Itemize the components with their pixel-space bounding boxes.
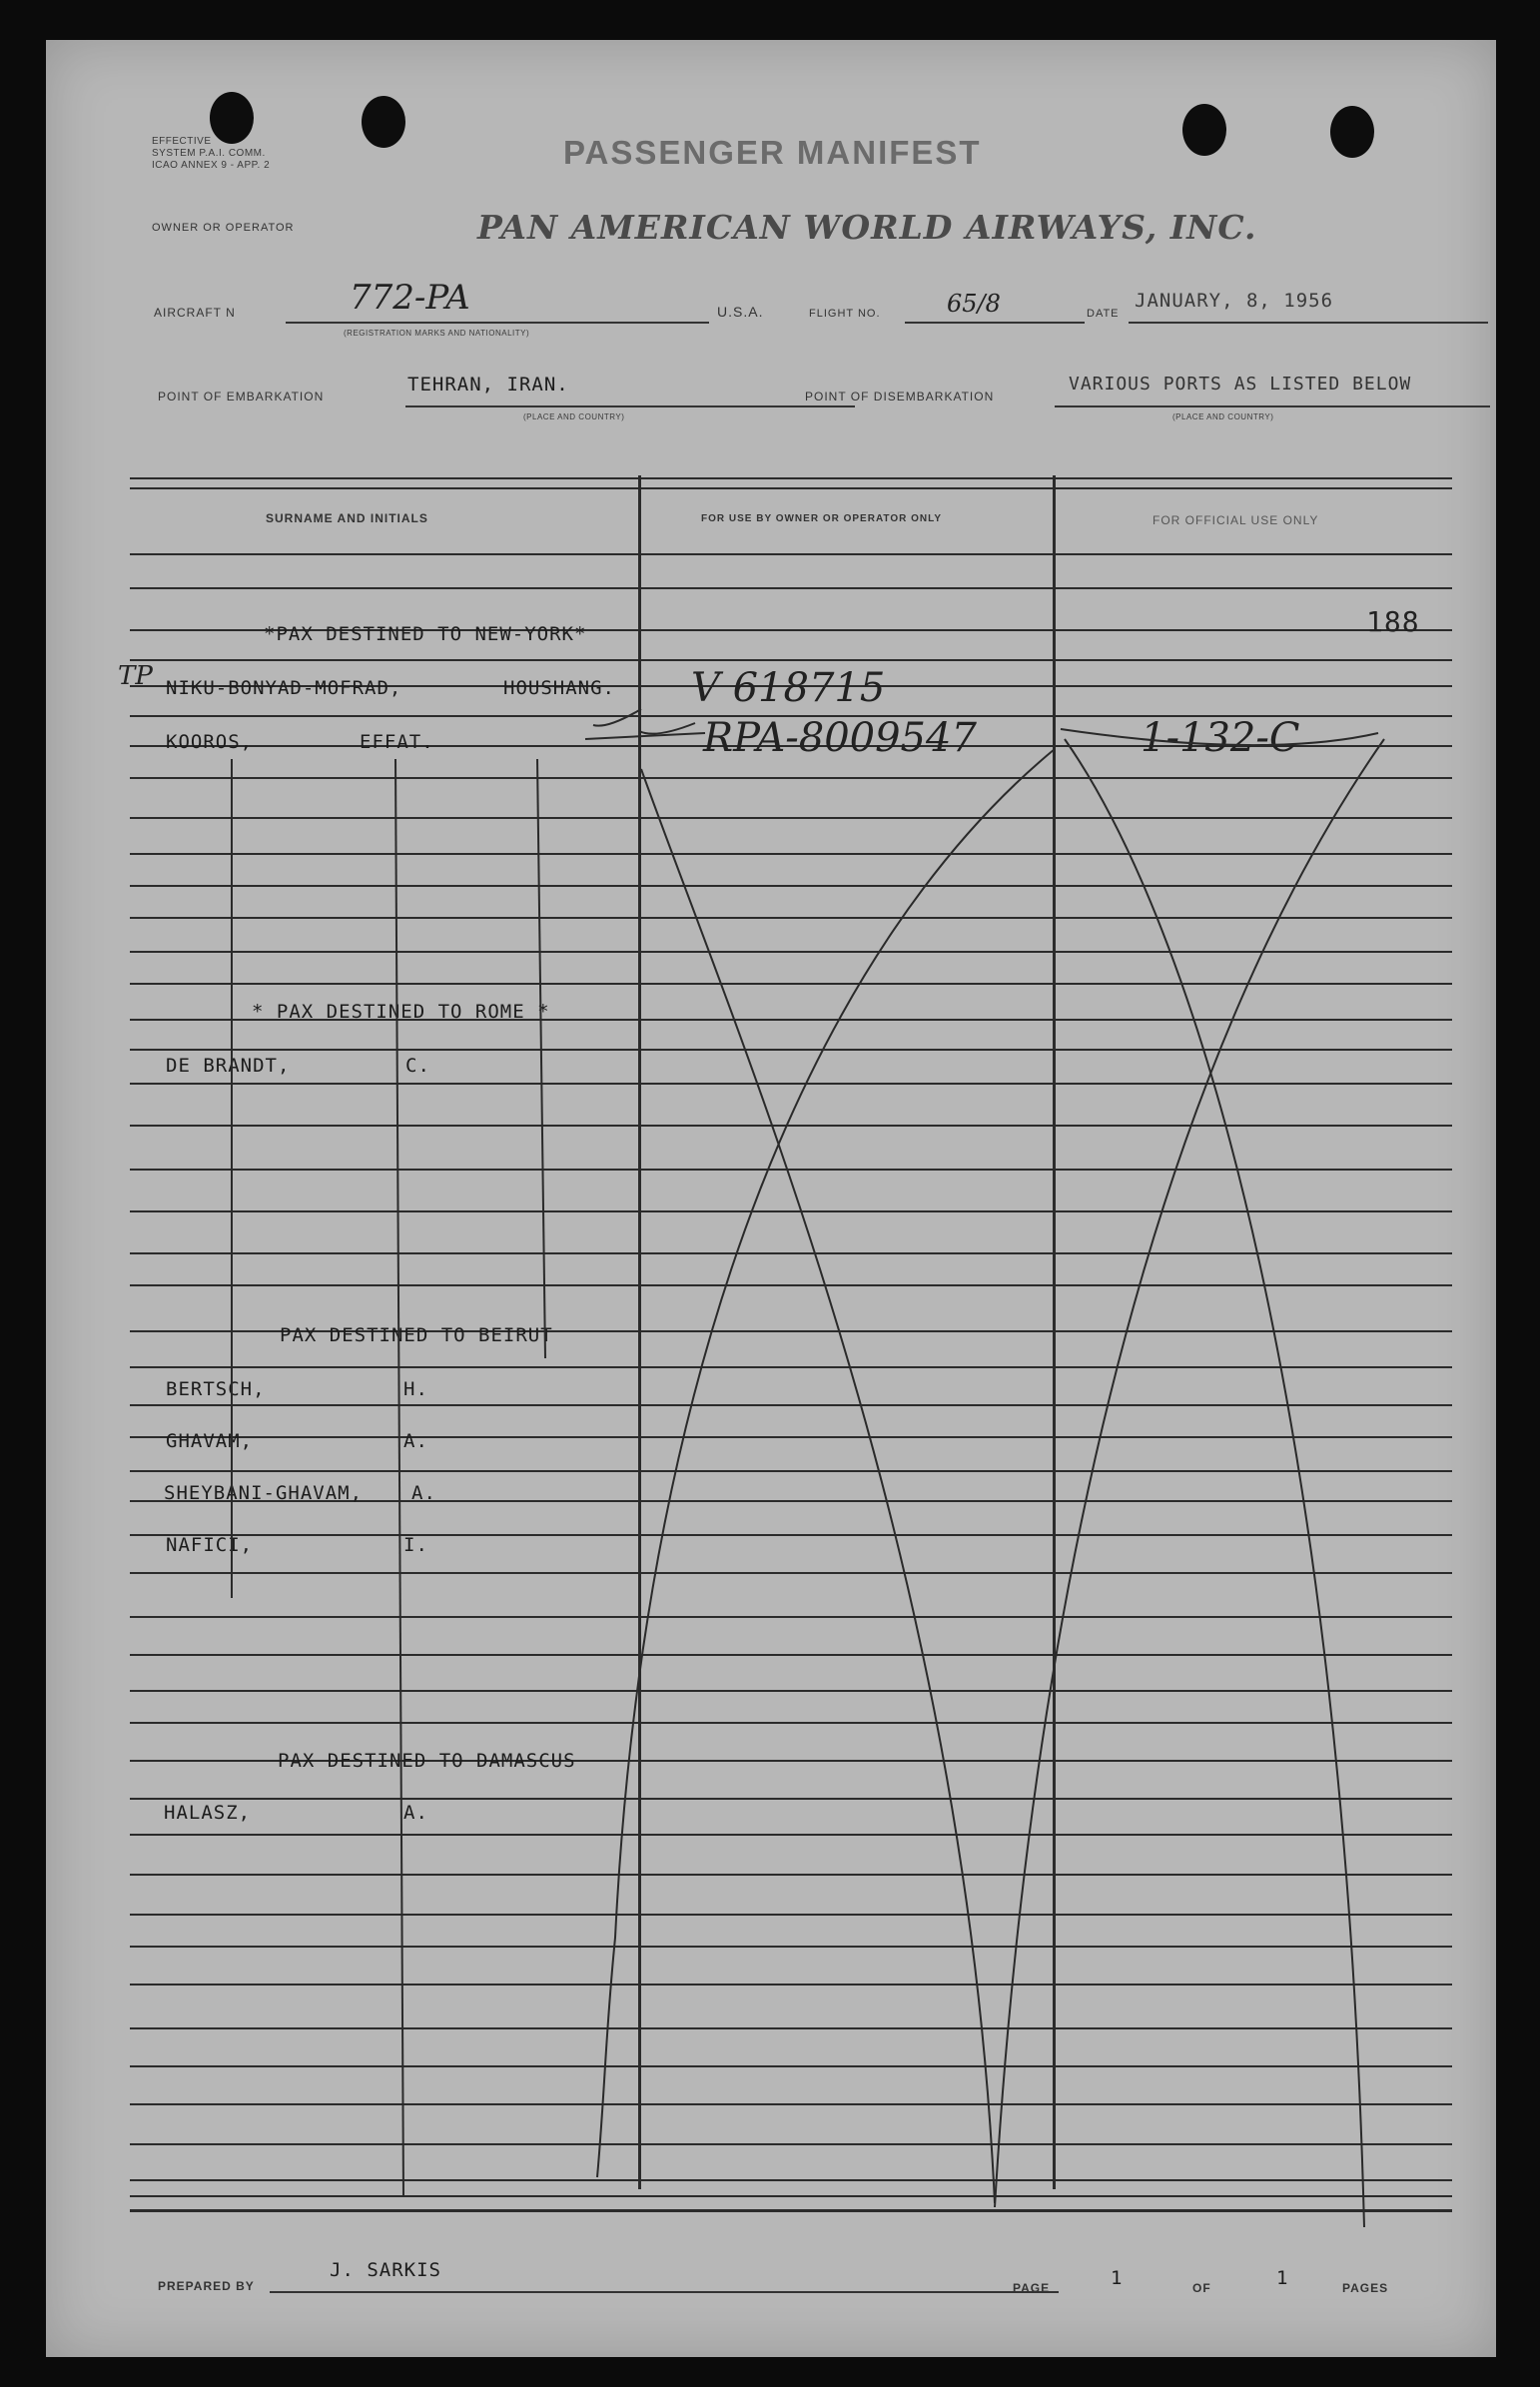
total-pages: 1 [1276,2267,1289,2289]
prepared-by-label: PREPARED BY [158,2279,255,2293]
handwritten-tp-mark: TP [118,661,153,691]
form-ref-line: EFFECTIVE [152,136,212,147]
column-header-surname: SURNAME AND INITIALS [266,511,428,525]
disembark-place: VARIOUS PORTS AS LISTED BELOW [1069,374,1412,395]
pen-tail [1061,729,1378,745]
aircraft-label: AIRCRAFT N [154,306,236,320]
check-mark-2 [639,723,695,734]
official-number: 188 [1366,605,1420,638]
ledger-stroke [395,759,403,2197]
passenger-surname: GHAVAM, [166,1430,254,1452]
passenger-initial: I. [403,1534,428,1556]
handwritten-entry: 1-132-C [1141,715,1300,761]
passenger-surname: SHEYBANI-GHAVAM, [164,1482,364,1504]
aircraft-number: 772-PA [350,278,470,318]
passenger-initial: C. [405,1055,430,1077]
passenger-surname: BERTSCH, [166,1378,266,1400]
column-header-official-use: FOR OFFICIAL USE ONLY [1153,513,1319,527]
column-header-owner-use: FOR USE BY OWNER OR OPERATOR ONLY [701,513,942,524]
owner-label: OWNER OR OPERATOR [152,222,295,234]
country: U.S.A. [717,304,764,320]
flight-date: JANUARY, 8, 1956 [1135,290,1334,312]
check-mark-1 [593,709,641,726]
place-caption-2: (PLACE AND COUNTRY) [1172,412,1274,421]
form-ref-line: SYSTEM P.A.I. COMM. [152,148,266,159]
passenger-surname: NAFICI, [166,1534,254,1556]
prepared-by-name: J. SARKIS [330,2259,441,2281]
passenger-surname: HALASZ, [164,1802,252,1824]
passenger-surname: NIKU-BONYAD-MOFRAD, [166,677,402,699]
manifest-sheet [46,40,1496,2357]
passenger-initial: A. [403,1430,428,1452]
cross-stroke-left-down [641,769,995,2203]
page-number: 1 [1111,2267,1124,2289]
group-heading: * PAX DESTINED TO ROME * [252,1001,550,1023]
flight-no-label: FLIGHT NO. [809,308,881,320]
pages-label: PAGES [1342,2281,1389,2295]
passenger-initial: A. [403,1802,428,1824]
handwritten-cross-strokes [46,40,1496,2357]
passenger-surname: DE BRANDT, [166,1055,291,1077]
embark-place: TEHRAN, IRAN. [407,374,569,396]
embark-label: POINT OF EMBARKATION [158,390,325,403]
passenger-initial: A. [411,1482,436,1504]
owner-name: PAN AMERICAN WORLD AIRWAYS, INC. [477,208,1257,247]
cross-stroke-right-up [995,739,1384,2207]
cross-stroke-left-up [597,749,1055,2177]
group-heading: *PAX DESTINED TO NEW-YORK* [264,623,587,645]
of-label: OF [1192,2281,1211,2295]
prepared-underline [270,2283,1059,2293]
handwritten-entry: V 618715 [691,665,886,711]
flight-number: 65/8 [947,290,1001,318]
footer-rule [130,2209,1452,2212]
form-ref-line: ICAO ANNEX 9 - APP. 2 [152,160,271,171]
handwritten-entry: RPA-8009547 [703,715,977,761]
passenger-initial: EFFAT. [360,731,434,753]
group-heading: PAX DESTINED TO DAMASCUS [278,1750,576,1772]
cross-stroke-right-down [1065,739,1364,2227]
group-heading: PAX DESTINED TO BEIRUT [280,1324,553,1346]
page-label: PAGE [1013,2281,1051,2295]
passenger-surname: KOOROS, [166,731,254,753]
disembark-label: POINT OF DISEMBARKATION [805,390,995,403]
registration-caption: (REGISTRATION MARKS AND NATIONALITY) [344,329,530,338]
date-label: DATE [1087,308,1120,320]
passenger-initial: H. [403,1378,428,1400]
ledger-stroke [537,759,545,1358]
passenger-initial: HOUSHANG. [503,677,615,699]
page-title: PASSENGER MANIFEST [563,134,982,171]
place-caption: (PLACE AND COUNTRY) [523,412,625,421]
